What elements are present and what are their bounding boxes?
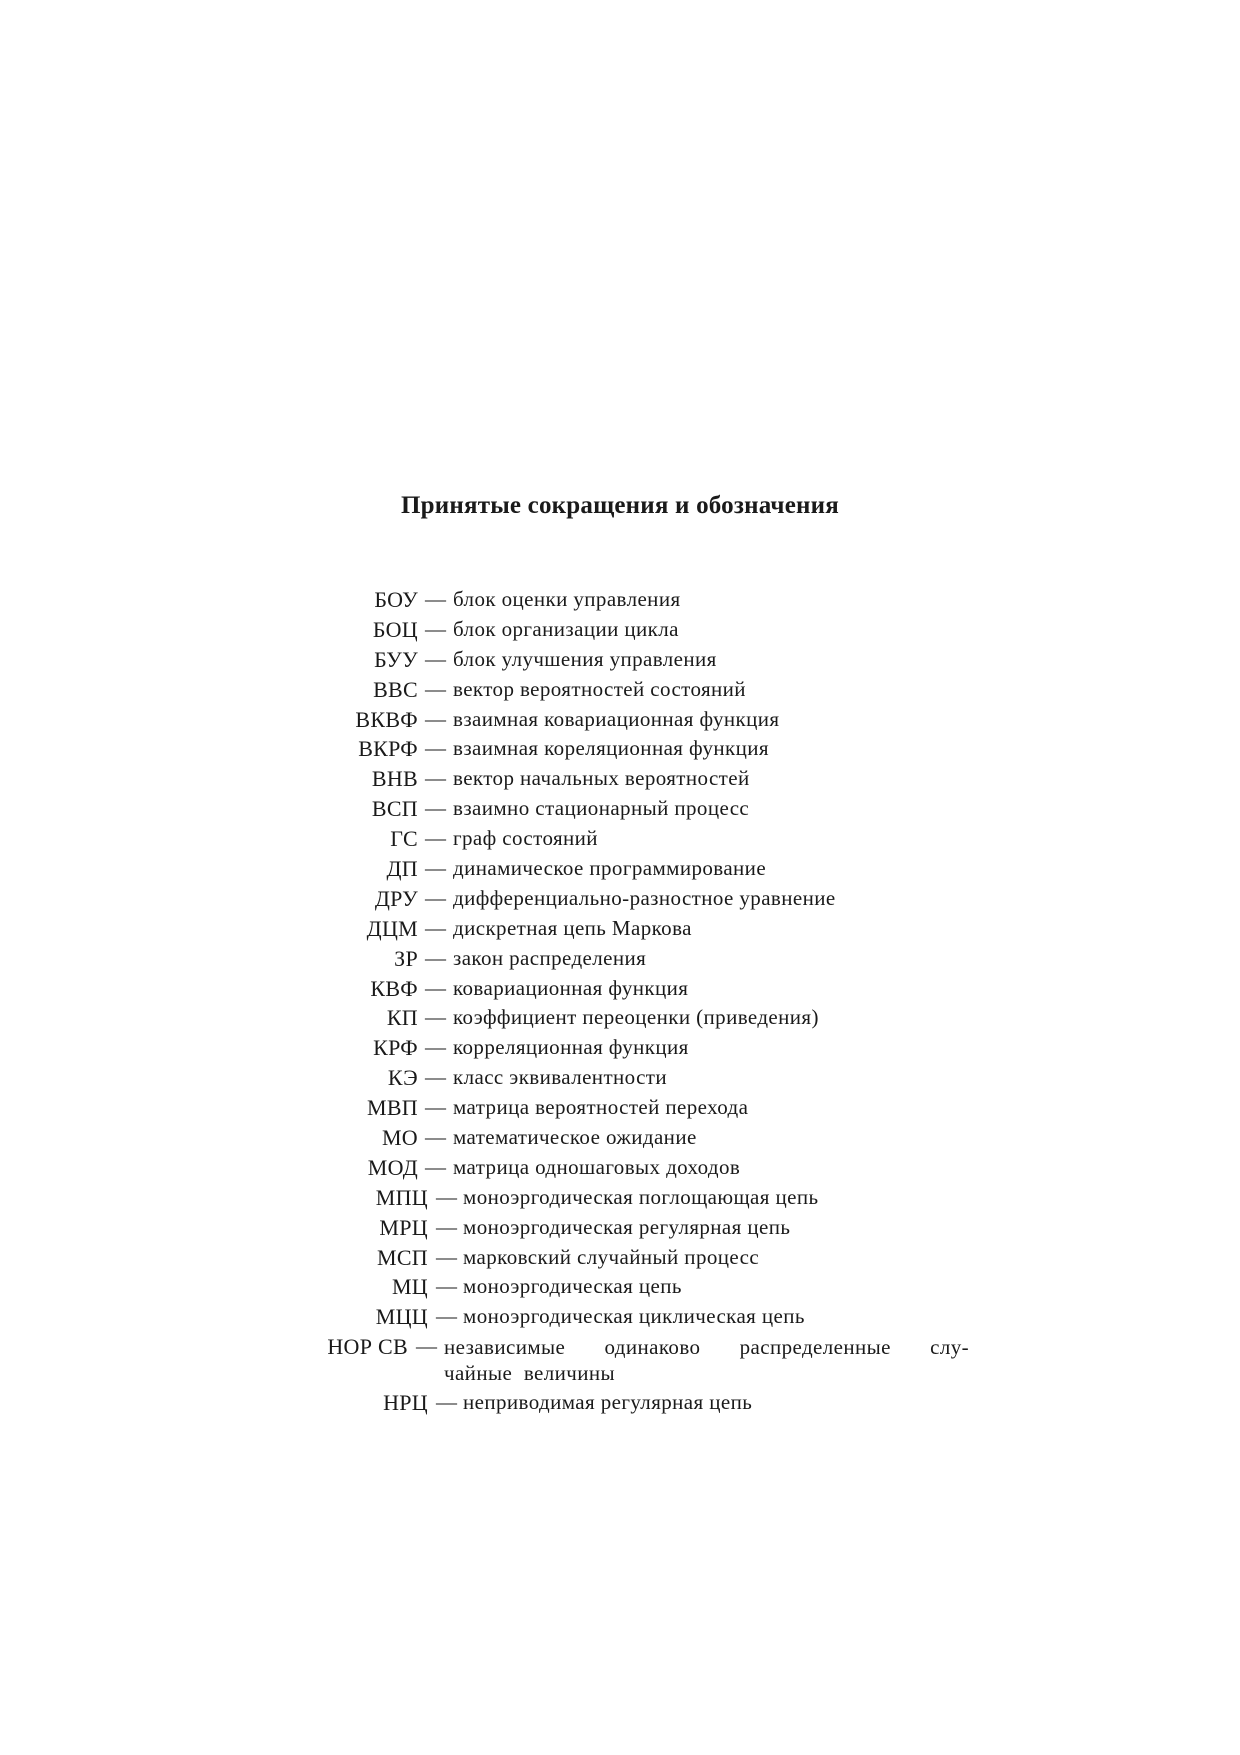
abbreviation-definition: взаимно стационарный процесс xyxy=(453,796,750,821)
list-item xyxy=(0,1243,1240,1273)
abbreviation-term: БОЦ xyxy=(372,616,418,642)
abbreviation-term: ВКВФ xyxy=(355,706,418,732)
abbreviation-definition: моноэргодическая регулярная цепь xyxy=(463,1214,791,1239)
abbreviation-term: МОД xyxy=(367,1154,418,1180)
abbreviation-definition: моноэргодическая поглощающая цепь xyxy=(463,1184,819,1209)
list-item xyxy=(0,645,1240,675)
em-dash: — xyxy=(425,1125,446,1150)
abbreviation-term: БОУ xyxy=(374,587,418,612)
abbreviation-definition: дифференциально-разностное уравнение xyxy=(453,885,836,910)
page-title: Принятые сокращения и обозначения xyxy=(401,492,839,519)
abbreviation-term: НОР СВ xyxy=(327,1334,408,1360)
abbreviation-term: ВКРФ xyxy=(358,736,418,762)
abbreviation-term: ДП xyxy=(386,856,418,882)
em-dash: — xyxy=(436,1244,457,1269)
em-dash: — xyxy=(425,1154,446,1179)
abbreviation-term: ВСП xyxy=(371,796,418,822)
abbreviation-term: ДЦМ xyxy=(366,915,418,941)
abbreviation-definition: матрица вероятностей перехода xyxy=(453,1095,749,1120)
em-dash: — xyxy=(425,856,446,881)
em-dash: — xyxy=(436,1184,457,1209)
list-item xyxy=(0,1033,1240,1063)
em-dash: — xyxy=(425,1065,446,1090)
list-item xyxy=(0,1093,1240,1123)
abbreviation-term: ВВС xyxy=(373,676,418,702)
abbreviation-definition: неприводимая регулярная цепь xyxy=(463,1390,753,1415)
list-item xyxy=(0,675,1240,705)
abbreviation-definition: взаимная ковариационная функция xyxy=(453,706,780,731)
abbreviation-definition: блок улучшения управления xyxy=(453,646,717,671)
abbreviation-term: ДРУ xyxy=(374,885,418,911)
abbreviation-definition: динамическое программирование xyxy=(453,856,767,881)
abbreviation-definition: марковский случайный процесс xyxy=(463,1244,760,1269)
em-dash: — xyxy=(425,826,446,851)
abbreviation-definition: закон распределения xyxy=(453,945,647,970)
list-item xyxy=(0,1003,1240,1033)
list-item xyxy=(0,1183,1240,1213)
abbreviation-definition: корреляционная функция xyxy=(453,1035,689,1060)
abbreviation-term: КП xyxy=(386,1005,418,1031)
list-item xyxy=(0,794,1240,824)
em-dash: — xyxy=(436,1214,457,1239)
list-item xyxy=(0,1063,1240,1093)
em-dash: — xyxy=(425,885,446,910)
abbreviation-definition: моноэргодическая циклическая цепь xyxy=(463,1304,805,1329)
list-item xyxy=(0,705,1240,735)
abbreviation-term: КРФ xyxy=(373,1035,418,1061)
em-dash: — xyxy=(425,706,446,731)
list-item xyxy=(0,1302,1240,1332)
abbreviation-definition: вектор начальных вероятностей xyxy=(453,766,750,791)
list-item xyxy=(0,1272,1240,1302)
list-item xyxy=(0,764,1240,794)
abbreviation-term: ГС xyxy=(390,826,418,852)
abbreviation-definition: дискретная цепь Маркова xyxy=(453,915,692,940)
list-item xyxy=(0,1213,1240,1243)
em-dash: — xyxy=(425,676,446,701)
abbreviation-term: БУУ xyxy=(374,646,418,672)
em-dash: — xyxy=(436,1304,457,1329)
abbreviation-term: МЦ xyxy=(391,1274,428,1300)
list-item xyxy=(0,615,1240,645)
em-dash: — xyxy=(425,736,446,761)
em-dash: — xyxy=(425,796,446,821)
abbreviation-list xyxy=(0,585,1240,1418)
list-item xyxy=(0,734,1240,764)
abbreviation-definition: вектор вероятностей состояний xyxy=(453,676,746,701)
abbreviation-definition: коэффициент переоценки (приведения) xyxy=(453,1005,819,1030)
list-item xyxy=(0,1153,1240,1183)
abbreviation-term: КЭ xyxy=(387,1065,418,1091)
em-dash: — xyxy=(436,1274,457,1299)
abbreviation-definition: блок оценки управления xyxy=(453,587,681,611)
abbreviation-term: ВНВ xyxy=(371,766,418,792)
em-dash: — xyxy=(425,616,446,641)
abbreviation-definition: класс эквивалентности xyxy=(453,1065,668,1090)
abbreviation-term: МПЦ xyxy=(375,1184,428,1210)
abbreviation-term: МО xyxy=(381,1125,418,1151)
list-item xyxy=(0,824,1240,854)
em-dash: — xyxy=(425,945,446,970)
abbreviation-term: МСП xyxy=(376,1244,428,1270)
em-dash: — xyxy=(425,1035,446,1060)
em-dash: — xyxy=(425,975,446,1000)
abbreviation-definition: блок организации цикла xyxy=(453,616,679,641)
abbreviation-term: НРЦ xyxy=(383,1390,428,1416)
em-dash: — xyxy=(436,1390,457,1415)
abbreviation-definition: математическое ожидание xyxy=(453,1125,697,1150)
list-item xyxy=(0,854,1240,884)
list-item xyxy=(0,585,1240,615)
abbreviation-definition: взаимная кореляционная функция xyxy=(453,736,769,761)
em-dash: — xyxy=(425,915,446,940)
list-item xyxy=(0,914,1240,944)
list-item xyxy=(0,1332,1240,1388)
list-item xyxy=(0,974,1240,1004)
abbreviation-term: МЦЦ xyxy=(375,1304,428,1330)
abbreviation-definition: граф состояний xyxy=(453,826,598,851)
abbreviation-term: МРЦ xyxy=(379,1214,428,1240)
list-item xyxy=(0,1388,1240,1418)
em-dash: — xyxy=(425,1095,446,1120)
em-dash: — xyxy=(416,1334,437,1359)
abbreviation-definition: моноэргодическая цепь xyxy=(463,1274,682,1299)
abbreviation-term: КВФ xyxy=(370,975,418,1001)
list-item xyxy=(0,884,1240,914)
abbreviation-definition: матрица одношаговых доходов xyxy=(453,1154,741,1179)
abbreviation-definition: независимые одинаково распределенные слу- чайные величины xyxy=(444,1335,969,1386)
em-dash: — xyxy=(425,587,446,611)
abbreviation-term: ЗР xyxy=(394,945,418,971)
em-dash: — xyxy=(425,1005,446,1030)
abbreviation-definition: ковариационная функция xyxy=(453,975,689,1000)
list-item xyxy=(0,1123,1240,1153)
em-dash: — xyxy=(425,646,446,671)
abbreviation-term: МВП xyxy=(366,1095,418,1121)
em-dash: — xyxy=(425,766,446,791)
list-item xyxy=(0,944,1240,974)
